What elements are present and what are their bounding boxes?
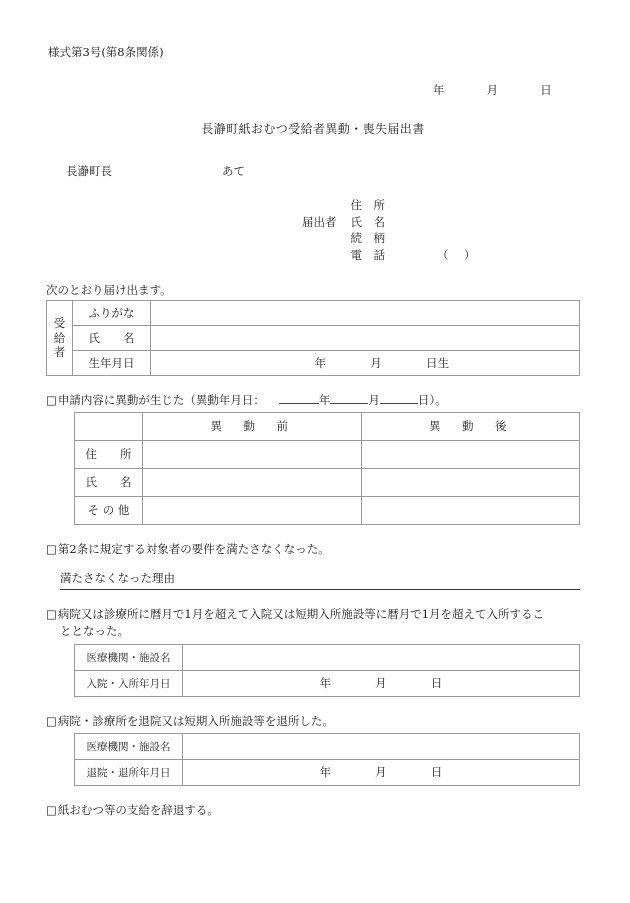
- change-address-before[interactable]: [143, 440, 362, 468]
- reason-field[interactable]: [46, 570, 580, 590]
- date-day-label: 日: [540, 83, 552, 97]
- section-change-line: [46, 392, 580, 409]
- submitter-label: 届出者: [302, 215, 337, 229]
- submitter-phone-paren: （ ）: [437, 248, 478, 263]
- reason-label: 満たさなくなった理由: [60, 570, 580, 590]
- section-requirement-text: 第2条に規定する対象者の要件を満たさなくなった。: [57, 541, 330, 556]
- section-admission-text-1: 病院又は診療所に暦月で1月を超えて入院又は短期入所施設等に暦月で1月を超えて入所するこ: [57, 607, 545, 622]
- change-day-label: 日）。: [417, 392, 447, 407]
- discharge-date-label: 退院・退所年月日: [75, 759, 183, 785]
- recipient-name-label: 氏 名: [73, 325, 151, 350]
- discharge-facility-value[interactable]: [183, 733, 580, 759]
- section-discharge-text: 病院・診療所を退院又は短期入所施設等を退所した。: [57, 713, 334, 728]
- form-number: 様式第3号(第8条関係): [48, 45, 164, 59]
- vhead-char-2: 給: [53, 330, 66, 345]
- discharge-month-label: 月: [375, 765, 387, 780]
- table-row: [75, 440, 580, 468]
- change-other-before[interactable]: [143, 496, 362, 524]
- admission-month-label: 月: [375, 676, 387, 691]
- addressee-suffix: あて: [222, 164, 245, 178]
- submitter-relation-label: 続 柄: [350, 231, 385, 246]
- table-row: [75, 670, 580, 696]
- change-name-label: 氏 名: [75, 468, 143, 496]
- recipient-furigana-label: ふりがな: [73, 300, 151, 325]
- vhead-char-3: 者: [53, 344, 66, 359]
- submitter-name-label: 氏 名: [350, 214, 385, 229]
- change-address-after[interactable]: [361, 440, 580, 468]
- change-table-wrap: [46, 412, 580, 525]
- table-row: [75, 412, 580, 440]
- section-admission-text-2: ととなった。: [60, 624, 129, 639]
- section-decline-line: [46, 802, 580, 819]
- checkbox-admission[interactable]: □: [46, 607, 57, 622]
- checkbox-decline[interactable]: □: [46, 802, 57, 817]
- submitter-address-label: 住 所: [350, 198, 385, 212]
- birth-year-label: 年: [314, 355, 327, 370]
- change-month-label: 月: [368, 392, 380, 407]
- discharge-year-label: 年: [319, 765, 332, 780]
- discharge-table-wrap: [46, 733, 580, 786]
- admission-date-value[interactable]: [183, 670, 580, 696]
- change-month-blank[interactable]: [330, 403, 368, 404]
- submitter-block: [46, 197, 580, 264]
- checkbox-change[interactable]: □: [46, 392, 57, 407]
- lead-text: 次のとおり届け出ます。: [46, 282, 172, 297]
- table-row: [75, 759, 580, 785]
- addressee: [46, 163, 580, 179]
- change-table: [74, 412, 580, 525]
- submitter-phone-row: [351, 247, 478, 264]
- table-row: [75, 468, 580, 496]
- recipient-birth-label: 生年月日: [73, 350, 151, 375]
- admission-table: [74, 644, 580, 697]
- admission-date-label: 入院・入所年月日: [75, 670, 183, 696]
- date-month-label: 月: [486, 83, 499, 97]
- date-year-label: 年: [432, 83, 445, 97]
- change-corner-cell: [75, 412, 143, 440]
- recipient-vertical-head: [47, 300, 73, 375]
- vhead-char-1: 受: [53, 316, 66, 331]
- table-row: [75, 496, 580, 524]
- admission-day-label: 日: [430, 676, 443, 691]
- admission-facility-value[interactable]: [183, 644, 580, 670]
- table-row: [47, 350, 580, 375]
- birth-month-label: 月: [370, 355, 382, 370]
- table-row: [75, 733, 580, 759]
- admission-table-wrap: [46, 644, 580, 697]
- table-row: [75, 644, 580, 670]
- addressee-name: 長瀞町長: [66, 164, 112, 178]
- change-year-blank[interactable]: [279, 403, 319, 404]
- change-other-label: そ の 他: [75, 496, 143, 524]
- discharge-day-label: 日: [430, 765, 443, 780]
- change-other-after[interactable]: [361, 496, 580, 524]
- change-name-before[interactable]: [143, 468, 362, 496]
- section-change-text: 申請内容に異動が生じた（異動年月日：: [57, 392, 265, 407]
- checkbox-requirement[interactable]: □: [46, 541, 57, 556]
- change-year-label: 年: [318, 392, 331, 407]
- submitter-fields: [351, 197, 478, 264]
- recipient-table: [46, 300, 580, 376]
- admission-year-label: 年: [319, 676, 332, 691]
- recipient-birth-value[interactable]: [151, 350, 580, 375]
- table-row: [47, 325, 580, 350]
- recipient-name-value[interactable]: [151, 325, 580, 350]
- birth-day-label: 日生: [426, 355, 450, 370]
- section-decline-text: 紙おむつ等の支給を辞退する。: [57, 802, 219, 817]
- discharge-facility-label: 医療機関・施設名: [75, 733, 183, 759]
- checkbox-discharge[interactable]: □: [46, 713, 57, 728]
- discharge-table: [74, 733, 580, 786]
- section-admission-line: [46, 606, 580, 641]
- section-discharge-line: [46, 713, 580, 730]
- change-address-label: 住 所: [75, 440, 143, 468]
- submitter-phone-label: 電 話: [350, 248, 385, 263]
- date-line: [46, 82, 580, 98]
- discharge-date-value[interactable]: [183, 759, 580, 785]
- change-name-after[interactable]: [361, 468, 580, 496]
- document-title: 長瀞町紙おむつ受給者異動・喪失届出書: [201, 122, 425, 136]
- section-requirement-line: [46, 541, 580, 558]
- admission-facility-label: 医療機関・施設名: [75, 644, 183, 670]
- recipient-furigana-value[interactable]: [151, 300, 580, 325]
- change-after-header: 異 動 後: [361, 412, 580, 440]
- change-day-blank[interactable]: [380, 403, 418, 404]
- table-row: [47, 300, 580, 325]
- change-before-header: 異 動 前: [143, 412, 362, 440]
